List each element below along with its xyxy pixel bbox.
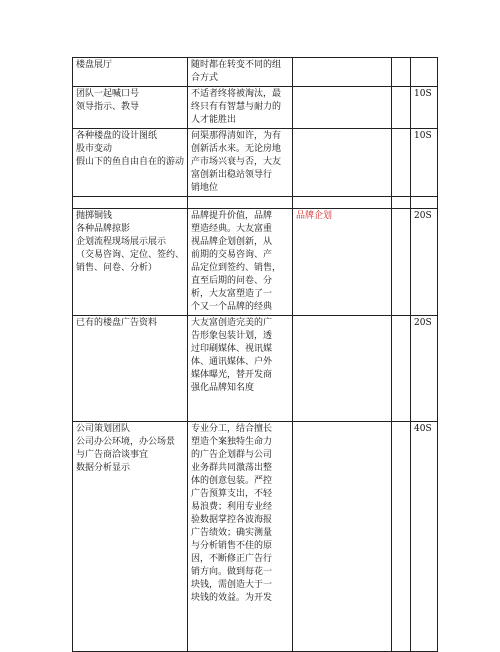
empty-cell [392, 422, 411, 652]
cell-text-line: 前期的交易咨询、产 [191, 250, 273, 260]
empty-cell [392, 209, 411, 316]
narration-cell [188, 316, 293, 422]
cell-text-line: 抛掷铜钱 [76, 211, 113, 221]
cell-text-line: 媒体曝光，替开发商 [191, 370, 273, 380]
duration-cell [411, 129, 438, 197]
cell-text-line: 终只有有智慧与耐力的 [191, 102, 282, 112]
cell-text-line: 与广告商洽谈事宜 [76, 450, 149, 460]
cell-text-line: 问渠那得清如许，为有 [191, 131, 282, 141]
cell-text-line: 企划流程现场展示展示 [76, 237, 167, 247]
cell-text-line: 体、通讯媒体、户外 [191, 357, 273, 367]
empty-cell [392, 316, 411, 422]
narration-cell [188, 58, 293, 87]
section-cell [293, 129, 392, 197]
cell-text-line: 创新活水来。无论房地 [191, 144, 282, 154]
table-row [73, 87, 438, 129]
cell-text-line: 告形象包装计划，透 [191, 331, 273, 341]
script-table [72, 57, 438, 652]
cell-text-line: 销方向。做到每花一 [191, 567, 273, 577]
scene-cell [73, 209, 188, 316]
table-row [73, 58, 438, 87]
scene-cell [73, 197, 188, 209]
cell-text-line: 品牌企划 [296, 211, 333, 221]
cell-text-line: 公司策划团队 [76, 424, 131, 434]
narration-cell [188, 129, 293, 197]
duration-cell [411, 87, 438, 129]
cell-text-line: 已有的楼盘广告资料 [76, 318, 158, 328]
cell-text-line: 塑造个案独特生命力 [191, 437, 273, 447]
cell-text-line: 强化品牌知名度 [191, 383, 255, 393]
cell-text-line: 验数据掌控各波海报 [191, 515, 273, 525]
cell-text-line: 10S [414, 131, 432, 141]
duration-cell [411, 422, 438, 652]
cell-text-line: 股市变动 [76, 144, 113, 154]
empty-cell [392, 87, 411, 129]
cell-text-line: 块钱，需创造大于一 [191, 580, 273, 590]
cell-text-line: 直至后期的问卷、分 [191, 276, 273, 286]
narration-cell [188, 87, 293, 129]
cell-text-line: 各种楼盘的设计图纸 [76, 131, 158, 141]
scene-cell [73, 87, 188, 129]
scene-cell [73, 316, 188, 422]
empty-cell [392, 58, 411, 87]
cell-text-line: 销地位 [191, 183, 219, 193]
cell-text-line: 与分析销售不佳的原 [191, 541, 273, 551]
cell-text-line: 广告预算支出，不轻 [191, 489, 273, 499]
cell-text-line: 品牌提升价值，品牌 [191, 211, 273, 221]
narration-cell [188, 197, 293, 209]
cell-text-line: 易浪费；利用专业经 [191, 502, 273, 512]
duration-cell [411, 58, 438, 87]
cell-text-line: 体的创意包装。严控 [191, 476, 273, 486]
cell-text-line: （交易咨询、定位、签约、 [76, 250, 185, 260]
section-cell [293, 58, 392, 87]
cell-text-line: 销售、问卷、分析） [76, 263, 158, 273]
duration-cell [411, 197, 438, 209]
cell-text-line: 析，大友富塑造了一 [191, 289, 273, 299]
cell-text-line: 因，不断修正广告行 [191, 554, 273, 564]
table-row [73, 316, 438, 422]
cell-text-line: 塑造经典。大友富重 [191, 224, 273, 234]
cell-text-line: 品定位到签约、销售， [191, 263, 282, 273]
cell-text-line: 产市场兴衰与否，大友 [191, 157, 282, 167]
cell-text-line: 合方式 [191, 73, 219, 83]
table-row [73, 129, 438, 197]
narration-cell [188, 209, 293, 316]
cell-text-line: 专业分工，结合擅长 [191, 424, 273, 434]
duration-cell [411, 209, 438, 316]
cell-text-line: 视品牌企划创新，从 [191, 237, 273, 247]
cell-text-line: 数据分析显示 [76, 463, 131, 473]
section-cell [293, 316, 392, 422]
cell-text-line: 块钱的效益。为开发 [191, 593, 273, 603]
cell-text-line: 20S [414, 211, 432, 221]
cell-text-line: 不适者终将被淘汰，最 [191, 89, 282, 99]
cell-text-line: 随时都在转变不同的组 [191, 60, 282, 70]
duration-cell [411, 316, 438, 422]
cell-text-line: 的广告企划群与公司 [191, 450, 273, 460]
scene-cell [73, 422, 188, 652]
cell-text-line: 个又一个品牌的经典 [191, 302, 273, 312]
table-row [73, 197, 438, 209]
cell-text-line: 业务群共同激荡出整 [191, 463, 273, 473]
scene-cell [73, 129, 188, 197]
cell-text-line: 富创新出稳站领导行 [191, 170, 273, 180]
cell-text-line: 假山下的鱼自由自在的游动 [76, 157, 185, 167]
cell-text-line: 人才能胜出 [191, 115, 237, 125]
cell-text-line: 40S [414, 424, 432, 434]
empty-cell [392, 197, 411, 209]
table-body [73, 58, 438, 652]
cell-text-line: 公司办公环境，办公场景 [76, 437, 176, 447]
narration-cell [188, 422, 293, 652]
cell-text-line: 领导指示、教导 [76, 102, 140, 112]
cell-text-line: 10S [414, 89, 432, 99]
section-cell [293, 197, 392, 209]
scene-cell [73, 58, 188, 87]
cell-text-line: 大友富创造完美的广 [191, 318, 273, 328]
table-row [73, 209, 438, 316]
empty-cell [392, 129, 411, 197]
section-cell [293, 209, 392, 316]
cell-text-line: 广告绩效；确实测量 [191, 528, 273, 538]
cell-text-line: 各种品牌掠影 [76, 224, 131, 234]
section-cell [293, 422, 392, 652]
section-cell [293, 87, 392, 129]
cell-text-line: 团队一起喊口号 [76, 89, 140, 99]
table-row [73, 422, 438, 652]
cell-text-line: 20S [414, 318, 432, 328]
cell-text-line: 过印刷媒体、视讯媒 [191, 344, 273, 354]
cell-text-line: 楼盘展厅 [76, 60, 113, 70]
